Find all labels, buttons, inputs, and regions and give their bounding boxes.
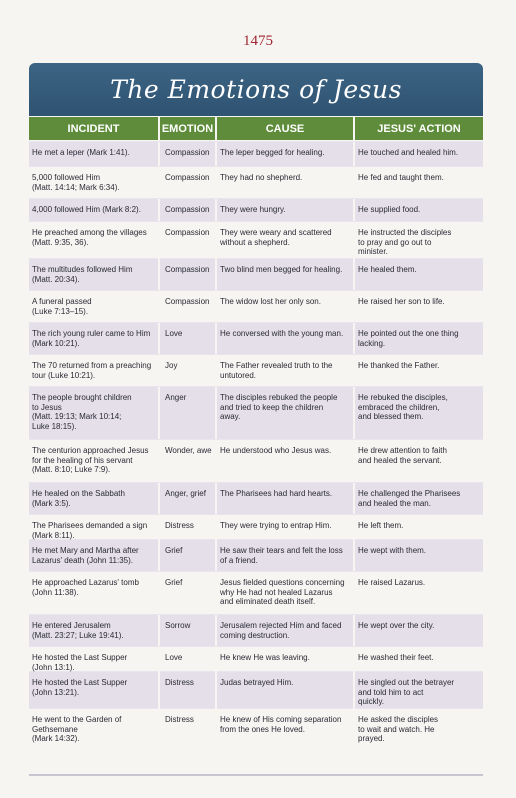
emotion-cell: Compassion (160, 291, 217, 322)
action-cell: He wept with them. (358, 546, 427, 555)
action-cell: He supplied food. (358, 205, 421, 214)
cause-cell: He saw their tears and felt the loss of a friend. (217, 540, 355, 571)
table-row (29, 290, 483, 322)
emotion-cell: Love (160, 323, 217, 354)
table-row (29, 386, 483, 439)
emotion-cell: Joy (160, 355, 217, 386)
table-header (29, 117, 483, 140)
column-header-cause: CAUSE (217, 117, 355, 140)
page-title: The Emotions of Jesus (110, 75, 402, 104)
table-row (29, 221, 483, 258)
action-cell: He healed them. (358, 265, 417, 274)
incident-cell: He met a leper (Mark 1:41). (29, 142, 160, 166)
action-cell: He fed and taught them. (358, 173, 444, 182)
emotion-cell: Compassion (160, 259, 217, 290)
table-row (29, 539, 483, 571)
action-cell: He challenged the Pharisees and healed the man. (358, 489, 461, 508)
action-cell: He pointed out the one thing lacking. (358, 329, 459, 348)
action-cell: He washed their feet. (358, 653, 434, 662)
emotion-cell: Grief (160, 572, 217, 614)
cause-cell: The disciples rebuked the people and tried to keep the children away. (217, 387, 355, 439)
incident-cell: The people brought children to Jesus (Matt. 19:13; Mark 10:14; Luke 18:15). (29, 387, 160, 439)
table-row (29, 166, 483, 198)
emotion-cell: Grief (160, 540, 217, 571)
action-cell: He rebuked the disciples, embraced the children, and blessed them. (358, 393, 448, 421)
action-cell: He touched and healed him. (358, 148, 459, 157)
cause-cell: Jerusalem rejected Him and faced coming destruction. (217, 615, 355, 646)
cause-cell: He conversed with the young man. (217, 323, 355, 354)
emotion-cell: Compassion (160, 199, 217, 221)
action-cell: He instructed the disciples to pray and go out to minister. (358, 228, 452, 256)
table-row (29, 646, 483, 671)
emotion-cell: Anger (160, 387, 217, 439)
table-row (29, 322, 483, 354)
incident-cell: He approached Lazarus' tomb (John 11:38). (29, 572, 160, 614)
incident-cell: The 70 returned from a preaching tour (Luke 10:21). (29, 355, 160, 386)
column-header-incident: INCIDENT (29, 117, 160, 140)
cause-cell: The leper begged for healing. (217, 142, 355, 166)
cause-cell: They were weary and scattered without a shepherd. (217, 222, 355, 259)
table-row (29, 258, 483, 290)
table-row (29, 614, 483, 646)
incident-cell: The centurion approached Jesus for the healing of his servant (Matt. 8:10; Luke 7:9). (29, 440, 160, 482)
page-number: 1475 (243, 33, 273, 49)
emotion-cell: Compassion (160, 167, 217, 198)
action-cell: He thanked the Father. (358, 361, 440, 370)
cause-cell: Judas betrayed Him. (217, 672, 355, 709)
table-row (29, 439, 483, 482)
action-cell: He left them. (358, 521, 404, 530)
cause-cell: The widow lost her only son. (217, 291, 355, 322)
incident-cell: He entered Jerusalem (Matt. 23:27; Luke 19:41). (29, 615, 160, 646)
table-row (29, 482, 483, 514)
emotion-cell: Compassion (160, 222, 217, 259)
action-cell: He wept over the city. (358, 621, 435, 630)
incident-cell: A funeral passed (Luke 7:13–15). (29, 291, 160, 322)
emotion-cell: Distress (160, 709, 217, 746)
incident-cell: He preached among the villages (Matt. 9:35, 36). (29, 222, 160, 259)
cause-cell: They were hungry. (217, 199, 355, 221)
action-cell: He raised Lazarus. (358, 578, 426, 587)
cause-cell: Jesus fielded questions concerning why He had not healed Lazarus and eliminated death itself. (217, 572, 355, 614)
incident-cell: He hosted the Last Supper (John 13:1). (29, 647, 160, 674)
table-row (29, 198, 483, 221)
table-row (29, 354, 483, 386)
incident-cell: He went to the Garden of Gethsemane (Mark 14:32). (29, 709, 160, 746)
incident-cell: He healed on the Sabbath (Mark 3:5). (29, 483, 160, 514)
cause-cell: He knew He was leaving. (217, 647, 355, 674)
title-banner (29, 63, 483, 116)
cause-cell: The Pharisees had hard hearts. (217, 483, 355, 514)
column-header-emotion: EMOTION (160, 117, 217, 140)
action-cell: He raised her son to life. (358, 297, 445, 306)
cause-cell: He knew of His coming separation from the ones He loved. (217, 709, 355, 746)
emotion-cell: Compassion (160, 142, 217, 166)
bottom-divider (29, 774, 483, 776)
incident-cell: 5,000 followed Him (Matt. 14:14; Mark 6:34). (29, 167, 160, 198)
cause-cell: They were trying to entrap Him. (217, 515, 355, 542)
table-row (29, 671, 483, 708)
emotion-cell: Anger, grief (160, 483, 217, 514)
emotion-cell: Distress (160, 672, 217, 709)
cause-cell: Two blind men begged for healing. (217, 259, 355, 290)
emotion-cell: Love (160, 647, 217, 674)
table-row (29, 571, 483, 614)
emotion-cell: Wonder, awe (160, 440, 217, 482)
action-cell: He asked the disciples to wait and watch. He prayed. (358, 715, 439, 743)
table-row (29, 141, 483, 166)
table-row (29, 708, 483, 746)
incident-cell: The rich young ruler came to Him (Mark 10:21). (29, 323, 160, 354)
action-cell: He drew attention to faith and healed the servant. (358, 446, 447, 465)
cause-cell: They had no shepherd. (217, 167, 355, 198)
incident-cell: The Pharisees demanded a sign (Mark 8:11). (29, 515, 160, 542)
table-row (29, 514, 483, 539)
incident-cell: The multitudes followed Him (Matt. 20:34). (29, 259, 160, 290)
emotions-table (29, 141, 483, 746)
incident-cell: He met Mary and Martha after Lazarus' death (John 11:35). (29, 540, 160, 571)
cause-cell: The Father revealed truth to the untutored. (217, 355, 355, 386)
incident-cell: 4,000 followed Him (Mark 8:2). (29, 199, 160, 221)
cause-cell: He understood who Jesus was. (217, 440, 355, 482)
emotion-cell: Sorrow (160, 615, 217, 646)
emotion-cell: Distress (160, 515, 217, 542)
incident-cell: He hosted the Last Supper (John 13:21). (29, 672, 160, 709)
action-cell: He singled out the betrayer and told him to act quickly. (358, 678, 455, 706)
column-header-action: JESUS' ACTION (377, 122, 461, 135)
